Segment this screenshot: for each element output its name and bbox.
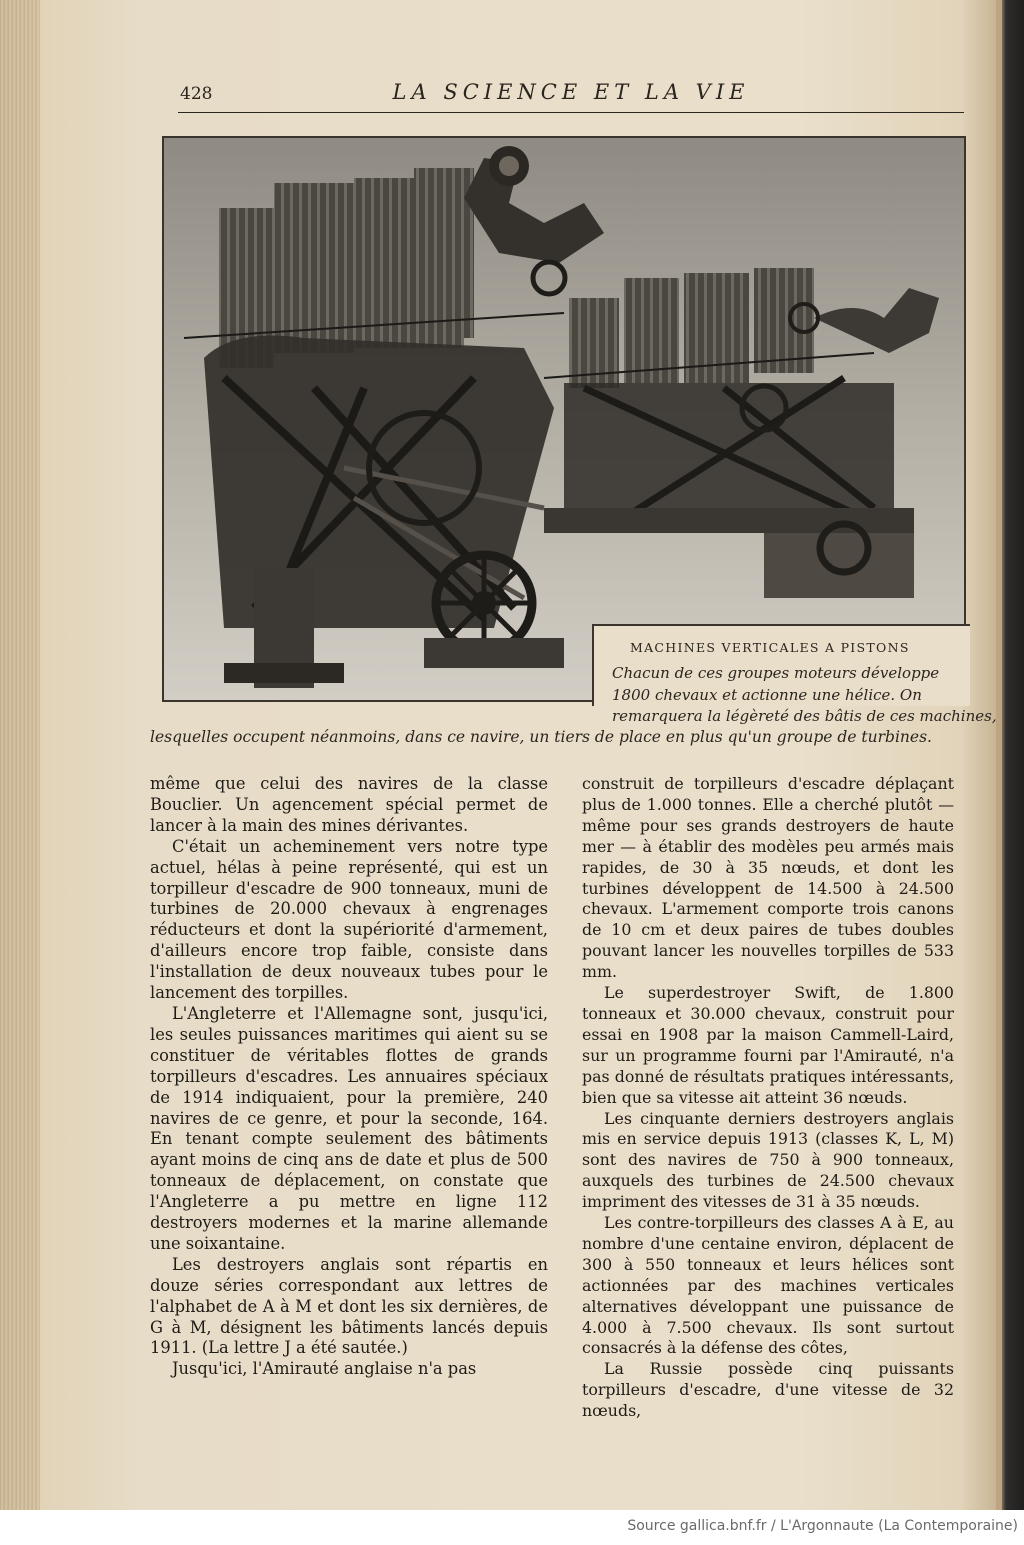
caption-line: remarquera la légèreté des bâtis de ces machines,: [612, 707, 997, 725]
caption-title: MACHINES VERTICALES A PISTONS: [630, 640, 910, 655]
book-page-edges: [0, 0, 40, 1510]
paragraph: Les destroyers anglais sont répartis en douze séries correspondant aux lettres de l'alphabet de A à M et dont les six dernières, de G à M, désignent les bâtiments lancés depuis 1911. (La lettre J a été sautée.): [150, 1254, 548, 1358]
page-number: 428: [180, 84, 213, 104]
figure-photo-frame: [162, 136, 966, 702]
paragraph: Le superdestroyer Swift, de 1.800 tonneaux et 30.000 chevaux, construit pour essai en 1908 par la maison Cammell-Laird, sur un programme fourni par l'Amirauté, n'a pas donné de résultats pratiques intéressants, bien que sa vitesse ait atteint 36 nœuds.: [582, 983, 954, 1107]
paragraph: Les cinquante derniers destroyers anglais mis en service depuis 1913 (classes K, L, M) sont des navires de 750 à 900 tonneaux, auxquels des turbines de 24.500 chevaux impriment des vitesses de 31 à 35 nœuds.: [582, 1108, 954, 1212]
paragraph: Les contre-torpilleurs des classes A à E, au nombre d'une centaine environ, déplacent de 300 à 550 tonneaux et leurs hélices sont actionnées par des machines verticales alternatives développant une puissance de 4.000 à 7.500 chevaux. Ils sont surtout consacrés à la défense des côtes,: [582, 1213, 954, 1358]
caption-line: Chacun de ces groupes moteurs développe: [612, 664, 940, 682]
page-header: [178, 78, 964, 113]
caption-line: 1800 chevaux et actionne une hélice. On: [612, 686, 922, 704]
paragraph: C'était un acheminement vers notre type actuel, hélas à peine représenté, qui est un torpilleur d'escadre de 900 tonneaux, muni de turbines de 20.000 chevaux à engrenages réducteurs et dont la supériorité d'armement, d'ailleurs encore trop faible, consiste dans l'installation de deux nouveaux tubes pour le lancement des torpilles.: [150, 836, 548, 1003]
caption-line: lesquelles occupent néanmoins, dans ce navire, un tiers de place en plus qu'un groupe de turbines.: [150, 728, 932, 746]
paragraph: Jusqu'ici, l'Amirauté anglaise n'a pas: [172, 1359, 477, 1379]
article-column-left: [150, 774, 548, 1380]
book-right-edge: [996, 0, 1002, 1510]
source-credit-link[interactable]: Source gallica.bnf.fr / L'Argonnaute (La Contemporaine): [627, 1518, 1018, 1534]
paragraph: même que celui des navires de la classe Bouclier. Un agencement spécial permet de lancer à la main des mines dérivantes.: [150, 774, 548, 835]
paragraph: L'Angleterre et l'Allemagne sont, jusqu'ici, les seules puissances maritimes qui aient su se constituer de véritables flottes de grands torpilleurs d'escadres. Les annuaires spéciaux de 1914 indiquaient, pour la première, 240 navires de ce genre, et pour la seconde, 164. En tenant compte seulement des bâtiments ayant moins de cinq ans de date et plus de 500 tonneaux de déplacement, on constate que l'Angleterre a pu mettre en ligne 112 destroyers modernes et la marine allemande une soixantaine.: [150, 1003, 548, 1253]
article-column-right: [582, 774, 954, 1422]
paragraph: La Russie possède cinq puissants torpilleurs d'escadre, d'une vitesse de 32 nœuds,: [582, 1359, 954, 1421]
journal-title: LA SCIENCE ET LA VIE: [392, 80, 750, 104]
paragraph: construit de torpilleurs d'escadre déplaçant plus de 1.000 tonnes. Elle a cherché plutôt — même pour ses grands destroyers de haute mer — à établir des modèles peu armés mais rapides, de 30 à 35 nœuds, et dont les turbines développent de 14.500 à 24.500 chevaux. L'armement comporte trois canons de 10 cm et deux paires de tubes doubles pouvant lancer les nouvelles torpilles de 533 mm.: [582, 774, 954, 982]
engine-photograph: [164, 138, 964, 700]
